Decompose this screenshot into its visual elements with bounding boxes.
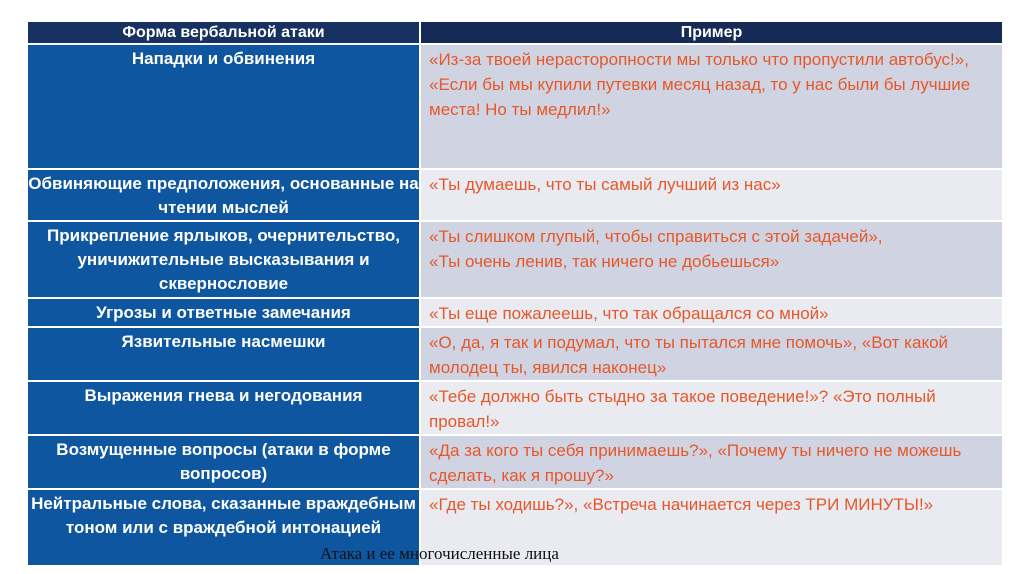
attack-example: [420, 298, 1003, 327]
attack-form: Нападки и обвинения: [27, 44, 420, 169]
example-line: «Ты думаешь, что ты самый лучший из нас»: [429, 175, 781, 194]
example-line: «Где ты ходишь?», «Встреча начинается через ТРИ МИНУТЫ!»: [429, 495, 934, 514]
example-line: «Если бы мы купили путевки месяц назад, то у нас были бы лучшие места! Но ты медлил!»: [429, 75, 971, 119]
table-row: [27, 44, 1003, 169]
attack-form: Прикрепление ярлыков, очернительство, уничижительные высказывания и сквернословие: [27, 221, 420, 298]
table-row: [27, 435, 1003, 489]
attack-form: Обвиняющие предположения, основанные на чтении мыслей: [27, 169, 420, 221]
table-row: [27, 169, 1003, 221]
header-form: Форма вербальной атаки: [27, 21, 420, 44]
attack-example: [420, 381, 1003, 435]
attack-example: [420, 169, 1003, 221]
attack-example: [420, 221, 1003, 298]
example-line: «Ты слишком глупый, чтобы справиться с этой задачей»,: [429, 227, 883, 246]
example-line: «Ты очень ленив, так ничего не добьешься»: [429, 252, 780, 271]
header-example: Пример: [420, 21, 1003, 44]
attack-form: Нейтральные слова, сказанные враждебным тоном или с враждебной интонацией: [27, 489, 420, 566]
table-row: [27, 327, 1003, 381]
example-line: «Ты еще пожалеешь, что так обращался со мной»: [429, 304, 829, 323]
attack-form: Выражения гнева и негодования: [27, 381, 420, 435]
example-line: «О, да, я так и подумал, что ты пытался мне помочь», «Вот какой молодец ты, явился наконец»: [429, 333, 949, 377]
attack-form: Язвительные насмешки: [27, 327, 420, 381]
table-row: [27, 381, 1003, 435]
attack-example: [420, 327, 1003, 381]
example-line: «Из-за твоей нерасторопности мы только что пропустили автобус!»,: [429, 50, 969, 69]
slide-caption: Атака и ее многочисленные лица: [320, 544, 559, 563]
attack-example: [420, 44, 1003, 169]
example-line: «Да за кого ты себя принимаешь?», «Почему ты ничего не можешь сделать, как я прошу?»: [429, 441, 962, 485]
attack-example: [420, 435, 1003, 489]
example-line: «Тебе должно быть стыдно за такое поведение!»? «Это полный провал!»: [429, 387, 936, 431]
attack-form: Угрозы и ответные замечания: [27, 298, 420, 327]
attack-form: Возмущенные вопросы (атаки в форме вопросов): [27, 435, 420, 489]
table-row: [27, 221, 1003, 298]
verbal-attack-table: [26, 20, 1004, 567]
table-header-row: [27, 21, 1003, 44]
table-row: [27, 298, 1003, 327]
